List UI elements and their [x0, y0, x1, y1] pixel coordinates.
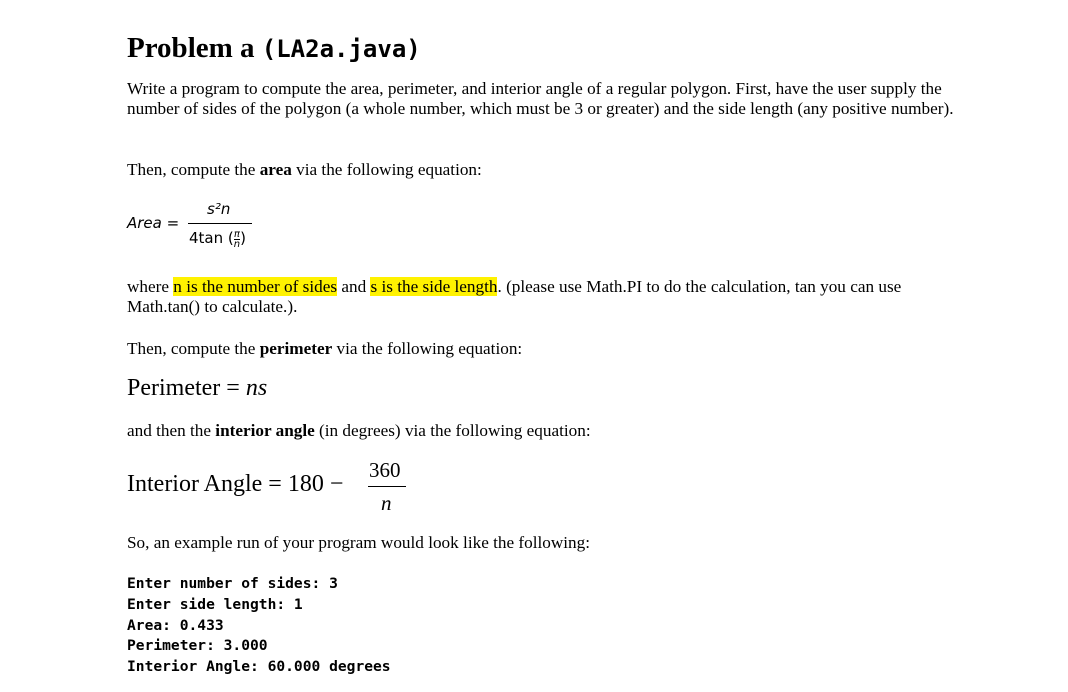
output-line: Interior Angle: 60.000 degrees: [127, 658, 391, 676]
angle-equation-lhs: Interior Angle = 180 −: [127, 471, 344, 497]
where-paragraph: where n is the number of sides and s is the side length. (please use Math.PI to do the calculation, tan you can use Math.tan() to calculate.).: [127, 277, 902, 316]
perimeter-intro: Then, compute the perimeter via the following equation:: [127, 339, 523, 358]
intro-paragraph: Write a program to compute the area, perimeter, and interior angle of a regular polygon. First, have the user supply the number of sides of the polygon (a whole number, which must be 3 or greater) and the side length (any positive number).: [127, 79, 954, 118]
output-line: Enter number of sides: 3: [127, 575, 338, 592]
example-intro: So, an example run of your program would look like the following:: [127, 533, 591, 552]
output-line: Enter side length: 1: [127, 595, 303, 613]
output-line: Perimeter: 3.000: [127, 637, 268, 655]
output-line: Area: 0.433: [127, 616, 224, 634]
area-equation-numerator: s²n: [207, 200, 231, 218]
pi-over-n-fraction: $\frac{\pi}{n}$: [233, 229, 241, 250]
title-filename: (LA2a.java): [261, 35, 421, 63]
area-equation-lhs: Area =: [127, 214, 180, 232]
fraction-bar: [188, 223, 252, 224]
area-equation: [127, 198, 327, 258]
highlight-n: n is the number of sides: [173, 277, 338, 296]
problem-title: Problem a (LA2a.java): [127, 32, 421, 64]
angle-equation-denominator: n: [381, 491, 392, 515]
area-intro: Then, compute the area via the following equation:: [127, 160, 482, 179]
example-output: [127, 574, 391, 678]
angle-equation-numerator: 360: [369, 458, 401, 482]
area-equation-denominator: 4tan ($\frac{\pi}{n}$ ): [189, 229, 246, 250]
perimeter-equation: Perimeter = ns: [127, 375, 268, 401]
highlight-s: s is the side length: [370, 277, 498, 296]
fraction-bar: [368, 486, 406, 487]
angle-intro: and then the interior angle (in degrees) via the following equation:: [127, 421, 591, 440]
interior-angle-equation: [127, 455, 447, 515]
